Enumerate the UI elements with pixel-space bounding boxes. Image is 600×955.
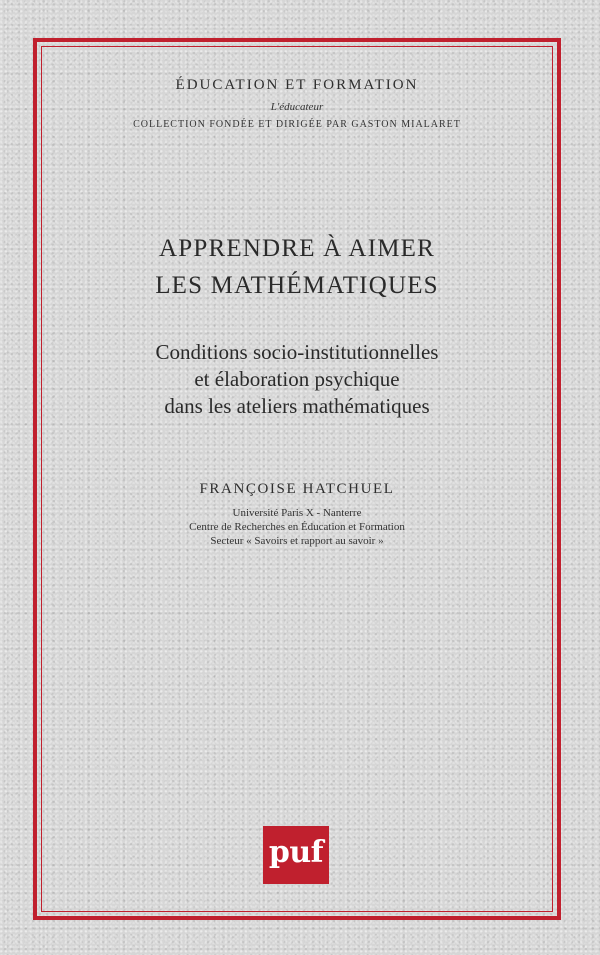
- publisher-logo: [263, 826, 329, 884]
- publisher-logo-text: puf: [268, 834, 324, 870]
- subtitle-line-1: Conditions socio-institutionnelles: [155, 340, 439, 364]
- title-line-2: LES MATHÉMATIQUES: [155, 272, 439, 299]
- subseries-name: L'éducateur: [270, 101, 324, 113]
- book-title: [41, 230, 553, 304]
- affiliation-line-1: Université Paris X - Nanterre: [232, 507, 362, 519]
- title-line-1: APPRENDRE À AIMER: [159, 235, 435, 262]
- author-affiliations: [41, 506, 553, 548]
- inner-red-frame: [41, 46, 553, 912]
- subtitle-line-2: et élaboration psychique: [194, 367, 400, 391]
- book-subtitle: [41, 339, 553, 420]
- affiliation-line-2: Centre de Recherches en Éducation et Formation: [189, 521, 405, 533]
- affiliation-line-3: Secteur « Savoirs et rapport au savoir »: [210, 535, 384, 547]
- author-name: FRANÇOISE HATCHUEL: [199, 481, 395, 497]
- series-name: ÉDUCATION ET FORMATION: [175, 77, 419, 93]
- collection-note: COLLECTION FONDÉE ET DIRIGÉE PAR GASTON MIALARET: [133, 119, 461, 130]
- subtitle-line-3: dans les ateliers mathématiques: [164, 394, 430, 418]
